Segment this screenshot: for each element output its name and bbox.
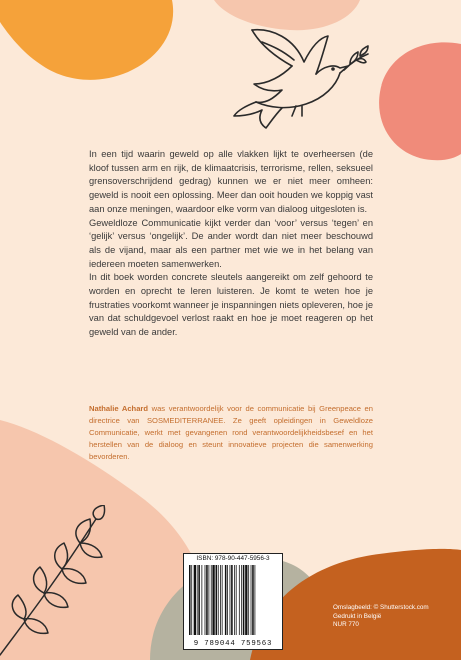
barcode-bar: [248, 565, 249, 635]
barcode-bar: [218, 565, 219, 635]
barcode-bar: [255, 565, 256, 635]
barcode-bar: [220, 565, 221, 635]
barcode-digits: 9 789044 759563: [193, 640, 273, 648]
isbn-barcode: [183, 553, 283, 650]
leaf-branch-illustration: [0, 505, 110, 660]
barcode-bars: [189, 565, 277, 635]
barcode-bar: [212, 565, 214, 635]
blurb-paragraph-1: In een tijd waarin geweld op alle vlakken lijkt te overheersen (de kloof tussen arm en rijk, de klimaatcrisis, terrorisme, rellen, seksueel grensoverschrijdend gedrag) kunnen we er niet meer omheen: geweld is nooit een oplossing. Meer dan ooit houden we koppig vast aan onze meningen, waardoor elke vorm van dialoog uitgesloten is.: [89, 149, 373, 214]
author-name: Nathalie Achard: [89, 404, 149, 413]
barcode-bar: [251, 565, 252, 635]
orange-blob: [0, 0, 173, 80]
barcode-bar: [197, 565, 198, 635]
barcode-bar: [241, 565, 242, 635]
barcode-bar: [191, 565, 192, 635]
author-bio-text: was verantwoordelijk voor de communicatie bij Greenpeace en directrice van SOSMEDITERRANEE. Ze geeft opleidingen in Geweldloze Communicatie, werkt met gevangenen rond verantwoordelijkheidsbesef en het herstellen van de dialoog en steunt innovatieve projecten die samenwerking bevorderen.: [89, 404, 373, 461]
barcode-bar: [230, 565, 231, 635]
barcode-bar: [231, 565, 233, 635]
barcode-bar: [227, 565, 228, 635]
barcode-bar: [198, 565, 200, 635]
barcode-bar: [239, 565, 240, 635]
barcode-bar: [236, 565, 237, 635]
blurb-paragraph-2: Geweldloze Communicatie kijkt verder dan ‘voor’ versus ‘tegen’ en ‘gelijk’ versus ‘ongelijk’. De ander wordt dan niet meer beschouwd als de vijand, maar als een partner met wie we in het belang van iedereen moeten samenwerken.: [89, 217, 373, 269]
dove-illustration: [232, 20, 372, 132]
barcode-bar: [225, 565, 227, 635]
barcode-bar: [243, 565, 245, 635]
credits-image: Omslagbeeld: © Shutterstock.com: [333, 604, 429, 611]
barcode-bar: [205, 565, 206, 635]
barcode-bar: [209, 565, 210, 635]
credits-nur: NUR 770: [333, 621, 359, 629]
barcode-bar: [216, 565, 218, 635]
author-bio: [89, 403, 373, 463]
barcode-bar: [211, 565, 212, 635]
back-cover-blurb: [89, 148, 373, 340]
credits-printed: Gedrukt in België: [333, 612, 382, 620]
barcode-bar: [201, 565, 202, 635]
barcode-bar: [194, 565, 196, 635]
barcode-bar: [222, 565, 223, 635]
barcode-bar: [252, 565, 254, 635]
blurb-paragraph-3: In dit boek worden concrete sleutels aangereikt om zelf gehoord te worden en oprecht te leren luisteren. Je komt te weten hoe je frustraties voorkomt wanneer je inspanningen niets opleveren, hoe je van dat schuldgevoel verlost raakt en hoe je moet reageren op het geweld van de ander.: [89, 272, 373, 338]
salmon-blob: [379, 42, 461, 160]
barcode-bar: [245, 565, 247, 635]
barcode-bar: [206, 565, 208, 635]
barcode-bar: [234, 565, 235, 635]
isbn-label: ISBN: 978-90-447-5956-3: [196, 555, 270, 562]
barcode-bar: [189, 565, 191, 635]
cover-credits: [333, 604, 429, 630]
